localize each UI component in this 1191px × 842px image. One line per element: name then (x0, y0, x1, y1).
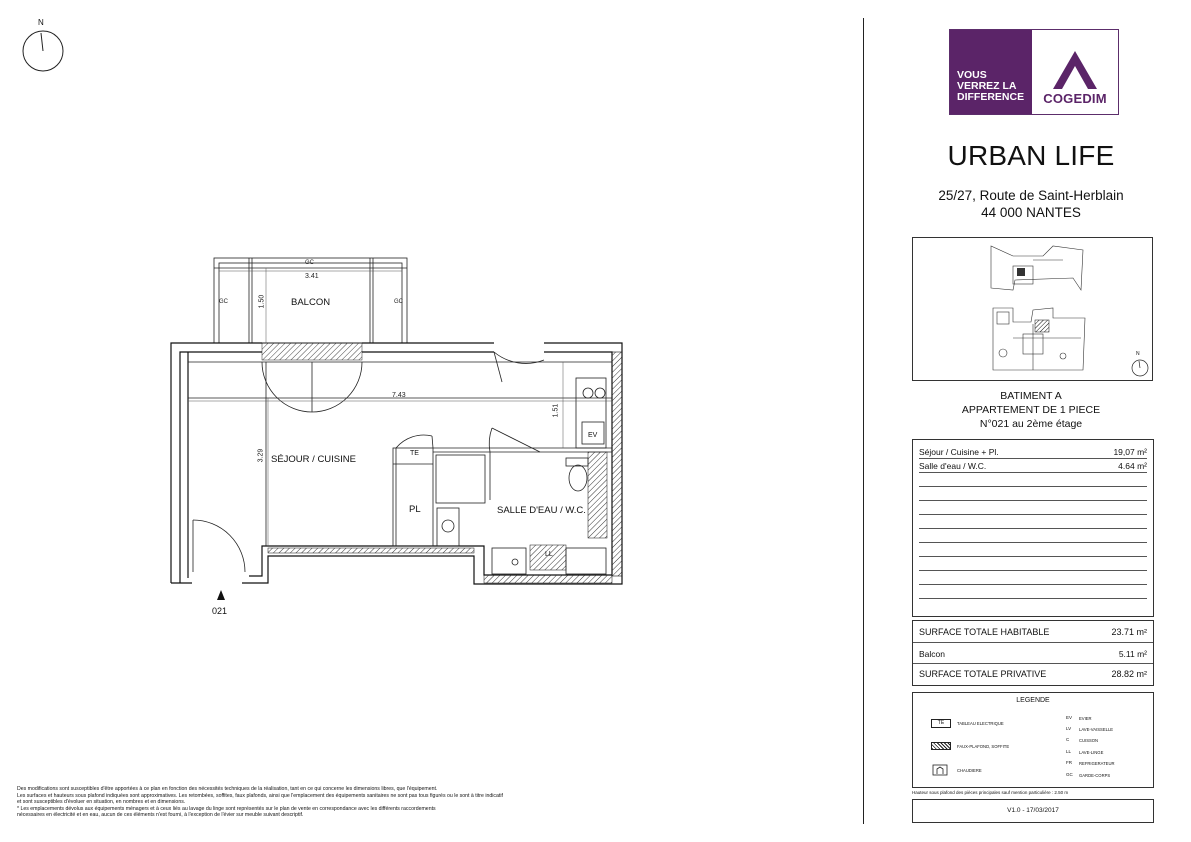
total-habitable (919, 627, 1147, 637)
legend-code: EV (1066, 715, 1073, 720)
dim-length: 7.43 (392, 392, 406, 399)
label-ev: EV (588, 432, 598, 439)
disclaimer-line: Des modifications sont susceptibles d'être apportées à ce plan en fonction des nécessités techniques de la réalisation, tant en ce qui concerne les dimensions libres, que l'équipement. (17, 786, 438, 792)
label-te: TE (410, 450, 419, 457)
legend-code: LL (1066, 749, 1072, 754)
dim-kitchen: 1.51 (552, 403, 560, 418)
legend-hatch-symbol (931, 742, 951, 750)
totals-table (912, 620, 1154, 686)
cogedim-logo (949, 29, 1119, 115)
table-row-empty (919, 529, 1147, 543)
total-balcon-label: Balcon (919, 649, 945, 659)
table-row (919, 459, 1147, 473)
room-area: 19,07 m² (1113, 447, 1147, 457)
table-row-empty (919, 543, 1147, 557)
slogan-line-3: DIFFERENCE (957, 91, 1025, 103)
legend-code-label: EVIER (1079, 716, 1092, 721)
entrance-arrow (215, 590, 227, 600)
room-label-pl: PL (409, 504, 421, 515)
project-title: URBAN LIFE (947, 140, 1115, 171)
legend-code: GC (1066, 772, 1073, 777)
legend-code: LV (1066, 726, 1072, 731)
dim-sejour-width: 3.29 (257, 448, 265, 463)
total-balcon (919, 649, 1147, 659)
site-plan-drawing (913, 238, 1152, 380)
ceiling-height-note: Hauteur sous plafond des pièces principales sauf mention particulière : 2.50 m (912, 790, 1069, 795)
dim-gc-right: GC (394, 299, 403, 305)
legend-code-label: CUISSON (1079, 738, 1099, 743)
total-privative-value: 28.82 m² (1111, 669, 1147, 679)
legend-code: C (1066, 737, 1070, 742)
table-row (919, 445, 1147, 459)
dim-gc-top: GC (305, 260, 314, 266)
legend-code: FR (1066, 760, 1072, 765)
total-habitable-value: 23.71 m² (1111, 627, 1147, 637)
brand-name: COGEDIM (1043, 91, 1107, 106)
label-ll: LL (545, 551, 553, 558)
logo-slogan (950, 30, 1032, 114)
cogedim-a-icon (1050, 49, 1100, 91)
disclaimer-line: et sont susceptibles d'évoluer en situation, en nombres et en dimensions. (17, 799, 186, 806)
table-row-empty (919, 515, 1147, 529)
legend-te-symbol: TE (931, 719, 951, 728)
building-label: BATIMENT A (1000, 390, 1062, 402)
room-label-sde: SALLE D'EAU / W.C. (497, 505, 586, 516)
dim-balcony-width: 3.41 (305, 273, 319, 280)
table-row-empty (919, 501, 1147, 515)
table-row-empty (919, 487, 1147, 501)
boiler-icon (932, 764, 948, 776)
legend-title: LEGENDE (1016, 697, 1050, 704)
total-habitable-label: SURFACE TOTALE HABITABLE (919, 627, 1050, 637)
disclaimer (17, 786, 557, 819)
dim-balcony-depth: 1.50 (258, 294, 266, 309)
site-plan-thumbnail (912, 237, 1153, 381)
unit-type: APPARTEMENT DE 1 PIECE (961, 404, 1101, 416)
room-label-sejour: SÉJOUR / CUISINE (271, 454, 356, 465)
version-box: V1.0 - 17/03/2017 (912, 799, 1154, 823)
room-label-balcon: BALCON (291, 297, 331, 308)
room-area: 4.64 m² (1118, 461, 1147, 471)
legend-label-hatch: FAUX-PLAFOND, SOFFITE (957, 744, 1010, 749)
total-balcon-value: 5.11 m² (1118, 649, 1147, 659)
legend-label-te: TABLEAU ELECTRIQUE (957, 721, 1004, 726)
dim-gc-left: GC (219, 299, 228, 305)
door-swings (193, 352, 544, 572)
legend-code-label: LAVE-VAISSELLE (1079, 727, 1114, 732)
total-privative-label: SURFACE TOTALE PRIVATIVE (919, 669, 1047, 679)
slogan-line-1: VOUS (957, 69, 987, 81)
north-arrow (22, 18, 66, 76)
north-label: N (38, 18, 44, 27)
unit-number: N°021 au 2ème étage (979, 418, 1083, 430)
table-row-empty (919, 585, 1147, 599)
room-areas-table (912, 439, 1154, 617)
disclaimer-line: Les surfaces et hauteurs sous plafond indiquées sont approximatives. Les retombées, soffites, faux plafonds, ainsi que l'emplacement des équipements sanitaires ne sont pas tous figurés ou le sont à titre indicatif (17, 792, 503, 799)
disclaimer-line: * Les emplacements dévolus aux équipements ménagers et à ceux liés au lavage du linge sont représentés sur le plan de vente en correspondance avec les différents raccordements (17, 805, 436, 812)
table-row-empty (919, 571, 1147, 585)
table-row-empty (919, 557, 1147, 571)
disclaimer-line: nécessaires en électricité et en eau, aucun de ces éléments n'est fourni, à l'exception de l'évier sur meuble suivant descriptif. (17, 812, 304, 819)
room-name: Séjour / Cuisine + Pl. (919, 447, 999, 457)
legend-box (912, 692, 1154, 788)
sheet-divider (863, 18, 864, 824)
slogan-line-2: VERREZ LA (957, 80, 1017, 92)
legend-code-label: REFRIGERATEUR (1079, 761, 1115, 766)
project-address-2: 44 000 NANTES (981, 205, 1081, 220)
compass-icon (22, 30, 66, 74)
legend-code-label: GARDE-CORPS (1079, 773, 1111, 778)
legend-code-label: LAVE-LINGE (1079, 750, 1104, 755)
site-plan-north: N (1136, 351, 1140, 357)
total-privative (919, 669, 1147, 679)
entry-number: 021 (212, 606, 228, 616)
logo-mark (1032, 30, 1118, 114)
project-address-1: 25/27, Route de Saint-Herblain (938, 188, 1124, 203)
table-row-empty (919, 473, 1147, 487)
legend-label-boiler: CHAUDIERE (957, 768, 982, 773)
room-name: Salle d'eau / W.C. (919, 461, 987, 471)
